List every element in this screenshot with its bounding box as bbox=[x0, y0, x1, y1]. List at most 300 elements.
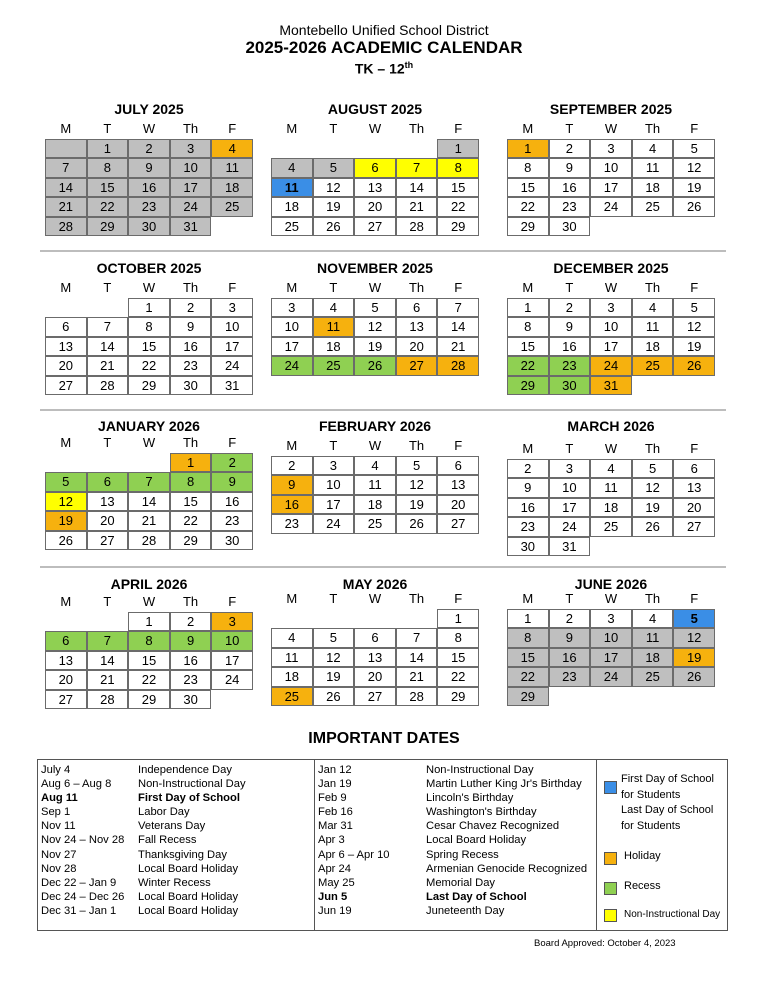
important-date: Dec 24 – Dec 26 bbox=[41, 890, 125, 903]
day-cell: 27 bbox=[45, 690, 87, 709]
weekday-label: F bbox=[690, 441, 699, 456]
weekday-label: F bbox=[454, 280, 463, 295]
weekday-label: F bbox=[690, 280, 699, 295]
weekday-label: M bbox=[286, 591, 298, 606]
day-cell: 7 bbox=[396, 628, 438, 647]
month-title: DECEMBER 2025 bbox=[553, 260, 669, 276]
day-cell: 16 bbox=[170, 337, 212, 356]
weekday-label: W bbox=[368, 438, 382, 453]
legend-first-day-line2: for Students bbox=[621, 788, 681, 801]
weekday-label: T bbox=[565, 280, 574, 295]
day-cell: 24 bbox=[271, 356, 313, 375]
day-cell: 26 bbox=[396, 514, 438, 533]
day-cell: 21 bbox=[45, 197, 87, 216]
day-cell: 14 bbox=[437, 317, 479, 336]
day-cell: 10 bbox=[211, 631, 253, 650]
day-cell: 19 bbox=[313, 197, 355, 216]
important-date: Nov 11 bbox=[41, 820, 76, 833]
day-cell: 5 bbox=[673, 298, 715, 317]
day-cell: 18 bbox=[211, 178, 253, 197]
weekday-label: W bbox=[142, 121, 156, 136]
day-cell: 13 bbox=[354, 648, 396, 667]
day-cell: 5 bbox=[313, 158, 355, 177]
weekday-label: W bbox=[142, 594, 156, 609]
day-cell: 11 bbox=[271, 178, 313, 197]
day-cell: 19 bbox=[673, 337, 715, 356]
day-cell: 22 bbox=[170, 511, 212, 530]
day-cell: 20 bbox=[396, 337, 438, 356]
first-last-day-swatch bbox=[604, 781, 617, 794]
day-cell: 19 bbox=[396, 495, 438, 514]
day-cell: 20 bbox=[354, 667, 396, 686]
day-cell: 30 bbox=[128, 217, 170, 236]
weekday-header bbox=[271, 280, 479, 295]
weekday-label: M bbox=[522, 591, 534, 606]
weekday-header bbox=[271, 438, 479, 453]
day-cell: 8 bbox=[507, 317, 549, 336]
important-date: July 4 bbox=[41, 764, 71, 776]
day-cell: 22 bbox=[507, 356, 549, 375]
day-cell: 14 bbox=[45, 178, 87, 197]
day-cell: 9 bbox=[170, 631, 212, 650]
day-cell: 11 bbox=[313, 317, 355, 336]
day-cell: 9 bbox=[128, 158, 170, 177]
month-title: JUNE 2026 bbox=[574, 576, 648, 592]
weekday-label: T bbox=[329, 121, 338, 136]
day-cell: 12 bbox=[673, 317, 715, 336]
weekday-label: M bbox=[286, 438, 298, 453]
day-cell: 18 bbox=[271, 667, 313, 686]
day-cell: 2 bbox=[549, 139, 591, 158]
day-cell: 16 bbox=[128, 178, 170, 197]
day-cell: 26 bbox=[632, 517, 674, 536]
important-event: Memorial Day bbox=[426, 876, 496, 889]
day-cell: 1 bbox=[87, 139, 129, 158]
day-cell: 21 bbox=[437, 337, 479, 356]
important-event: Local Board Holiday bbox=[138, 890, 239, 903]
day-cell: 3 bbox=[211, 612, 253, 631]
day-cell: 25 bbox=[632, 667, 674, 686]
day-cell: 20 bbox=[45, 670, 87, 689]
day-cell: 18 bbox=[632, 648, 674, 667]
day-cell: 17 bbox=[590, 337, 632, 356]
day-cell: 10 bbox=[211, 317, 253, 336]
day-cell: 28 bbox=[437, 356, 479, 375]
weekday-label: F bbox=[228, 435, 237, 450]
day-cell: 9 bbox=[549, 628, 591, 647]
day-cell: 6 bbox=[437, 456, 479, 475]
day-cell: 11 bbox=[354, 475, 396, 494]
day-cell: 27 bbox=[354, 687, 396, 706]
day-cell: 28 bbox=[396, 217, 438, 236]
day-cell: 2 bbox=[549, 609, 591, 628]
day-cell: 27 bbox=[437, 514, 479, 533]
row-separator bbox=[40, 566, 726, 568]
day-cell: 30 bbox=[507, 537, 549, 556]
day-cell: 12 bbox=[313, 178, 355, 197]
important-event: Lincoln's Birthday bbox=[426, 792, 514, 805]
important-event: Martin Luther King Jr's Birthday bbox=[426, 778, 582, 791]
day-cell: 12 bbox=[673, 628, 715, 647]
day-cell: 24 bbox=[590, 667, 632, 686]
weekday-label: W bbox=[604, 591, 618, 606]
day-cell: 5 bbox=[632, 459, 674, 478]
important-date: Apr 3 bbox=[318, 834, 345, 847]
important-date: Dec 22 – Jan 9 bbox=[41, 876, 117, 889]
day-cell: 9 bbox=[170, 317, 212, 336]
important-date: Apr 24 bbox=[318, 862, 351, 875]
day-cell: 16 bbox=[507, 498, 549, 517]
day-cell: 1 bbox=[128, 612, 170, 631]
day-cell: 19 bbox=[45, 511, 87, 530]
day-cell: 27 bbox=[87, 531, 129, 550]
day-cell: 18 bbox=[632, 337, 674, 356]
weekday-label: T bbox=[103, 594, 112, 609]
day-cell: 9 bbox=[211, 472, 253, 491]
day-cell: 22 bbox=[507, 667, 549, 686]
day-cell: 14 bbox=[396, 178, 438, 197]
day-cell: 29 bbox=[437, 217, 479, 236]
weekday-label: Th bbox=[644, 441, 661, 456]
day-cell: 1 bbox=[170, 453, 212, 472]
day-cell: 20 bbox=[354, 197, 396, 216]
grade-range-superscript: th bbox=[404, 60, 414, 70]
day-cell: 27 bbox=[396, 356, 438, 375]
weekday-header bbox=[45, 121, 253, 136]
row-separator bbox=[40, 250, 726, 252]
month-title: MAY 2026 bbox=[342, 576, 408, 592]
day-cell: 2 bbox=[128, 139, 170, 158]
weekday-label: Th bbox=[408, 438, 425, 453]
day-cell: 22 bbox=[437, 667, 479, 686]
day-cell: 24 bbox=[211, 356, 253, 375]
day-cell: 2 bbox=[170, 612, 212, 631]
day-cell: 30 bbox=[211, 531, 253, 550]
important-date: Aug 6 – Aug 8 bbox=[41, 778, 112, 791]
day-cell: 29 bbox=[507, 376, 549, 395]
day-cell: 27 bbox=[45, 376, 87, 395]
day-cell: 13 bbox=[354, 178, 396, 197]
day-cell: 30 bbox=[170, 376, 212, 395]
day-cell: 7 bbox=[87, 631, 129, 650]
weekday-label: Th bbox=[408, 280, 425, 295]
legend-last-day-line2: for Students bbox=[621, 819, 681, 832]
weekday-label: T bbox=[329, 438, 338, 453]
weekday-label: F bbox=[454, 121, 463, 136]
weekday-label: W bbox=[604, 280, 618, 295]
day-cell: 18 bbox=[590, 498, 632, 517]
day-cell: 12 bbox=[396, 475, 438, 494]
important-event: Cesar Chavez Recognized bbox=[426, 820, 560, 833]
day-cell: 2 bbox=[271, 456, 313, 475]
day-cell: 23 bbox=[507, 517, 549, 536]
important-event: Juneteenth Day bbox=[426, 904, 505, 917]
day-cell: 28 bbox=[45, 217, 87, 236]
day-cell: 15 bbox=[128, 651, 170, 670]
day-cell: 17 bbox=[211, 651, 253, 670]
day-cell: 15 bbox=[507, 178, 549, 197]
day-cell: 18 bbox=[632, 178, 674, 197]
weekday-label: M bbox=[522, 441, 534, 456]
weekday-label: T bbox=[565, 441, 574, 456]
day-cell: 3 bbox=[590, 139, 632, 158]
important-event: Local Board Holiday bbox=[138, 862, 239, 875]
day-cell: 10 bbox=[590, 158, 632, 177]
important-date: Nov 28 bbox=[41, 862, 77, 875]
day-cell: 21 bbox=[87, 670, 129, 689]
day-cell: 28 bbox=[87, 376, 129, 395]
day-cell: 23 bbox=[170, 356, 212, 375]
important-event: Labor Day bbox=[138, 806, 190, 819]
day-cell: 24 bbox=[549, 517, 591, 536]
day-cell: 31 bbox=[549, 537, 591, 556]
day-cell: 4 bbox=[271, 158, 313, 177]
day-cell: 10 bbox=[313, 475, 355, 494]
month-title: JANUARY 2026 bbox=[98, 418, 200, 434]
weekday-label: Th bbox=[408, 591, 425, 606]
grade-range-text: TK – 12 bbox=[354, 60, 405, 77]
day-cell: 27 bbox=[354, 217, 396, 236]
day-cell: 24 bbox=[590, 197, 632, 216]
day-cell: 20 bbox=[437, 495, 479, 514]
day-cell: 15 bbox=[170, 492, 212, 511]
weekday-label: W bbox=[368, 280, 382, 295]
day-cell: 31 bbox=[590, 376, 632, 395]
legend-recess: Recess bbox=[624, 880, 661, 892]
day-cell: 3 bbox=[271, 298, 313, 317]
important-event: Spring Recess bbox=[426, 848, 499, 861]
weekday-label: Th bbox=[644, 591, 661, 606]
day-cell: 20 bbox=[45, 356, 87, 375]
weekday-label: W bbox=[368, 121, 382, 136]
day-cell: 8 bbox=[507, 628, 549, 647]
weekday-label: M bbox=[60, 121, 72, 136]
day-cell: 4 bbox=[211, 139, 253, 158]
month-title: JULY 2025 bbox=[114, 101, 184, 117]
important-date: Nov 27 bbox=[41, 848, 77, 861]
weekday-header bbox=[507, 441, 715, 456]
day-cell: 11 bbox=[632, 317, 674, 336]
day-cell: 8 bbox=[437, 158, 479, 177]
weekday-label: W bbox=[604, 121, 618, 136]
day-cell: 1 bbox=[437, 139, 479, 158]
day-cell: 25 bbox=[590, 517, 632, 536]
day-cell: 23 bbox=[271, 514, 313, 533]
column-divider bbox=[314, 760, 315, 930]
day-cell: 21 bbox=[128, 511, 170, 530]
important-event: Thanksgiving Day bbox=[138, 848, 227, 861]
day-cell: 23 bbox=[128, 197, 170, 216]
day-cell: 17 bbox=[590, 648, 632, 667]
day-cell: 30 bbox=[170, 690, 212, 709]
day-cell: 13 bbox=[45, 651, 87, 670]
day-cell: 23 bbox=[549, 667, 591, 686]
legend-non-instructional: Non-Instructional Day bbox=[624, 909, 721, 920]
day-cell: 7 bbox=[87, 317, 129, 336]
day-cell: 25 bbox=[313, 356, 355, 375]
day-cell: 9 bbox=[271, 475, 313, 494]
day-cell: 3 bbox=[313, 456, 355, 475]
day-cell: 25 bbox=[354, 514, 396, 533]
day-cell: 5 bbox=[313, 628, 355, 647]
important-event: Veterans Day bbox=[138, 820, 206, 833]
month-title: OCTOBER 2025 bbox=[96, 260, 202, 276]
day-cell: 21 bbox=[87, 356, 129, 375]
weekday-label: T bbox=[329, 591, 338, 606]
weekday-label: Th bbox=[644, 121, 661, 136]
important-date: Feb 16 bbox=[318, 806, 353, 819]
day-cell: 20 bbox=[87, 511, 129, 530]
month-title: APRIL 2026 bbox=[110, 576, 188, 592]
day-cell: 6 bbox=[396, 298, 438, 317]
day-cell: 5 bbox=[354, 298, 396, 317]
day-cell: 10 bbox=[271, 317, 313, 336]
day-cell: 28 bbox=[87, 690, 129, 709]
day-cell: 16 bbox=[549, 178, 591, 197]
important-event: First Day of School bbox=[138, 792, 240, 805]
important-event: Non-Instructional Day bbox=[426, 764, 534, 776]
important-date: Apr 6 – Apr 10 bbox=[318, 848, 390, 861]
day-cell bbox=[45, 139, 87, 158]
day-cell: 16 bbox=[271, 495, 313, 514]
day-cell: 23 bbox=[549, 197, 591, 216]
day-cell: 29 bbox=[507, 217, 549, 236]
day-cell: 6 bbox=[673, 459, 715, 478]
day-cell: 3 bbox=[590, 609, 632, 628]
day-cell: 9 bbox=[507, 478, 549, 497]
important-event: Local Board Holiday bbox=[138, 904, 239, 917]
month-title: FEBRUARY 2026 bbox=[318, 418, 432, 434]
day-cell: 18 bbox=[313, 337, 355, 356]
day-cell: 29 bbox=[87, 217, 129, 236]
day-cell: 18 bbox=[354, 495, 396, 514]
day-cell: 4 bbox=[271, 628, 313, 647]
weekday-label: Th bbox=[182, 121, 199, 136]
day-cell: 14 bbox=[87, 651, 129, 670]
day-cell: 29 bbox=[170, 531, 212, 550]
day-cell: 15 bbox=[507, 337, 549, 356]
day-cell: 3 bbox=[590, 298, 632, 317]
column-divider bbox=[596, 760, 597, 930]
day-cell: 20 bbox=[673, 498, 715, 517]
weekday-label: M bbox=[60, 280, 72, 295]
day-cell: 18 bbox=[271, 197, 313, 216]
weekday-label: Th bbox=[408, 121, 425, 136]
day-cell: 25 bbox=[632, 356, 674, 375]
weekday-header bbox=[45, 594, 253, 609]
day-cell: 26 bbox=[313, 687, 355, 706]
row-separator bbox=[40, 409, 726, 411]
month-title: MARCH 2026 bbox=[567, 418, 655, 434]
weekday-label: F bbox=[228, 280, 237, 295]
calendar-title: 2025-2026 ACADEMIC CALENDAR bbox=[245, 38, 523, 57]
day-cell: 3 bbox=[170, 139, 212, 158]
month-title: NOVEMBER 2025 bbox=[317, 260, 433, 276]
day-cell: 30 bbox=[549, 376, 591, 395]
weekday-label: T bbox=[565, 591, 574, 606]
day-cell: 30 bbox=[549, 217, 591, 236]
weekday-label: M bbox=[286, 280, 298, 295]
weekday-label: M bbox=[522, 280, 534, 295]
day-cell: 15 bbox=[507, 648, 549, 667]
day-cell: 8 bbox=[128, 631, 170, 650]
day-cell: 26 bbox=[313, 217, 355, 236]
day-cell: 29 bbox=[437, 687, 479, 706]
day-cell: 1 bbox=[128, 298, 170, 317]
day-cell: 6 bbox=[354, 628, 396, 647]
day-cell: 28 bbox=[396, 687, 438, 706]
day-cell: 8 bbox=[507, 158, 549, 177]
month-title: SEPTEMBER 2025 bbox=[549, 101, 673, 117]
day-cell: 13 bbox=[437, 475, 479, 494]
day-cell: 3 bbox=[549, 459, 591, 478]
day-cell: 5 bbox=[673, 139, 715, 158]
day-cell: 15 bbox=[437, 178, 479, 197]
important-date: Jan 19 bbox=[318, 778, 352, 791]
important-date: Dec 31 – Jan 1 bbox=[41, 904, 117, 917]
day-cell: 10 bbox=[549, 478, 591, 497]
important-event: Winter Recess bbox=[138, 876, 211, 889]
day-cell: 1 bbox=[507, 298, 549, 317]
weekday-label: W bbox=[142, 280, 156, 295]
weekday-label: T bbox=[103, 280, 112, 295]
day-cell: 22 bbox=[128, 670, 170, 689]
important-dates-box bbox=[37, 759, 728, 931]
day-cell: 7 bbox=[45, 158, 87, 177]
important-date: May 25 bbox=[318, 876, 355, 889]
day-cell: 9 bbox=[549, 317, 591, 336]
weekday-label: T bbox=[103, 435, 112, 450]
non-instructional-swatch bbox=[604, 909, 617, 922]
day-cell: 15 bbox=[128, 337, 170, 356]
day-cell: 21 bbox=[396, 197, 438, 216]
weekday-label: M bbox=[286, 121, 298, 136]
day-cell: 6 bbox=[45, 631, 87, 650]
weekday-label: F bbox=[690, 591, 699, 606]
weekday-label: F bbox=[228, 121, 237, 136]
weekday-label: W bbox=[142, 435, 156, 450]
weekday-header bbox=[45, 280, 253, 295]
month-title: AUGUST 2025 bbox=[327, 101, 423, 117]
legend-last-day-line1: Last Day of School bbox=[621, 804, 714, 816]
weekday-label: W bbox=[368, 591, 382, 606]
weekday-label: Th bbox=[182, 594, 199, 609]
day-cell: 29 bbox=[507, 687, 549, 706]
day-cell: 25 bbox=[211, 197, 253, 216]
important-event: Local Board Holiday bbox=[426, 834, 527, 847]
day-cell: 26 bbox=[354, 356, 396, 375]
day-cell: 24 bbox=[590, 356, 632, 375]
weekday-header bbox=[271, 591, 479, 606]
day-cell: 10 bbox=[590, 317, 632, 336]
day-cell: 22 bbox=[437, 197, 479, 216]
important-date: Mar 31 bbox=[318, 820, 353, 833]
day-cell: 13 bbox=[673, 478, 715, 497]
important-date: Jun 19 bbox=[318, 904, 352, 917]
day-cell: 9 bbox=[549, 158, 591, 177]
day-cell: 2 bbox=[170, 298, 212, 317]
day-cell: 1 bbox=[507, 609, 549, 628]
day-cell: 8 bbox=[87, 158, 129, 177]
day-cell: 27 bbox=[673, 517, 715, 536]
weekday-label: M bbox=[522, 121, 534, 136]
day-cell: 11 bbox=[590, 478, 632, 497]
day-cell: 6 bbox=[354, 158, 396, 177]
day-cell: 4 bbox=[590, 459, 632, 478]
day-cell: 23 bbox=[170, 670, 212, 689]
day-cell: 7 bbox=[437, 298, 479, 317]
day-cell: 14 bbox=[87, 337, 129, 356]
